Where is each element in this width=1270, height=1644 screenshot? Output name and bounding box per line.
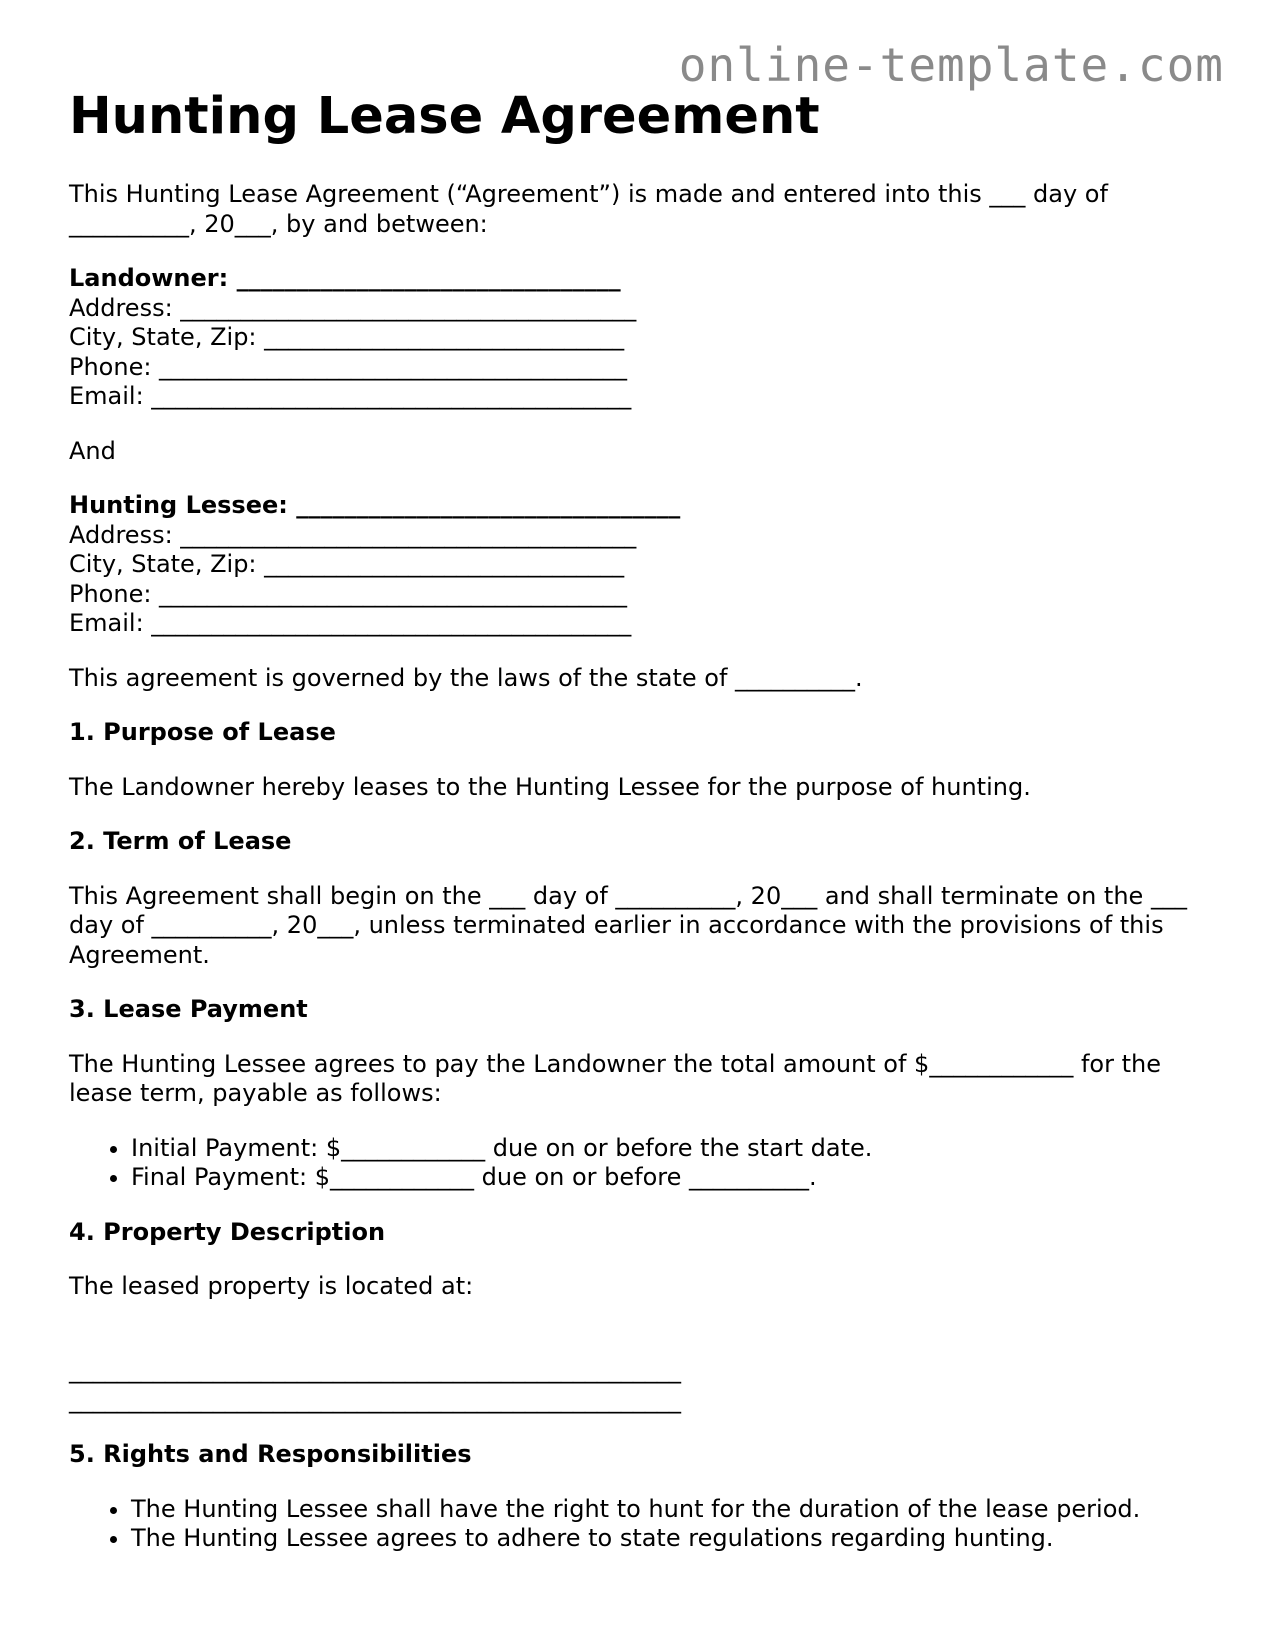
rights-item-regulations: • The Hunting Lessee agrees to adhere to state regulations regarding hunting. (131, 1524, 1209, 1554)
document-page (69, 84, 1209, 1554)
landowner-phone: Phone: _______________________________________ (69, 352, 628, 381)
section-heading-rights: 5. Rights and Responsibilities (69, 1440, 472, 1468)
lessee-address: Address: ______________________________________ (69, 520, 637, 549)
payment-item-initial: • Initial Payment: $____________ due on or before the start date. (131, 1134, 1209, 1164)
lessee-label: Hunting Lessee: (69, 491, 297, 519)
landowner-city-state-zip: City, State, Zip: ______________________________ (69, 323, 625, 351)
section-heading-purpose: 1. Purpose of Lease (69, 718, 336, 746)
lessee-city-state-zip: City, State, Zip: ______________________________ (69, 550, 625, 578)
lessee-email: Email: ________________________________________ (69, 609, 632, 637)
watermark: online-template.com (678, 38, 1224, 92)
intro-paragraph: This Hunting Lease Agreement (“Agreement”) is made and entered into this ___ day of __________, 20___, by and between: (69, 180, 1108, 238)
property-address-line-1: ___________________________________________________ (69, 1356, 681, 1384)
section-heading-payment: 3. Lease Payment (69, 995, 308, 1023)
landowner-name-blank: ________________________________ (236, 264, 621, 292)
landowner-address: Address: ______________________________________ (69, 293, 637, 322)
lessee-name-line (69, 491, 1209, 521)
rights-item-hunt: • The Hunting Lessee shall have the right to hunt for the duration of the lease period. (131, 1495, 1209, 1525)
section-body-property: The leased property is located at: (69, 1272, 474, 1300)
payment-item-final: • Final Payment: $____________ due on or before __________. (131, 1163, 1209, 1193)
and-connector: And (69, 436, 116, 465)
rights-list (69, 1495, 1209, 1554)
property-address-line-2: ___________________________________________________ (69, 1385, 681, 1414)
lessee-phone: Phone: _______________________________________ (69, 579, 628, 608)
document-title: Hunting Lease Agreement (69, 87, 820, 146)
governing-law: This agreement is governed by the laws of the state of __________. (69, 663, 863, 692)
lessee-name-blank: ________________________________ (296, 491, 681, 519)
landowner-email: Email: ________________________________________ (69, 382, 632, 410)
landowner-label: Landowner: (69, 264, 237, 292)
section-body-payment: The Hunting Lessee agrees to pay the Landowner the total amount of $____________ for the lease term, payable as follows: (69, 1049, 1161, 1107)
section-body-purpose: The Landowner hereby leases to the Hunting Lessee for the purpose of hunting. (69, 772, 1031, 801)
landowner-block (69, 264, 1209, 412)
section-heading-term: 2. Term of Lease (69, 827, 292, 855)
section-heading-property: 4. Property Description (69, 1217, 386, 1246)
lessee-block (69, 491, 1209, 639)
section-body-term: This Agreement shall begin on the ___ day of __________, 20___ and shall terminate on the ___ day of __________, 20___, unless terminated earlier in accordance with the provisions of this Agreement. (69, 881, 1187, 969)
property-address-lines (69, 1327, 1209, 1416)
landowner-name-line (69, 264, 1209, 294)
payment-list (69, 1134, 1209, 1193)
spacer (69, 1327, 1209, 1357)
